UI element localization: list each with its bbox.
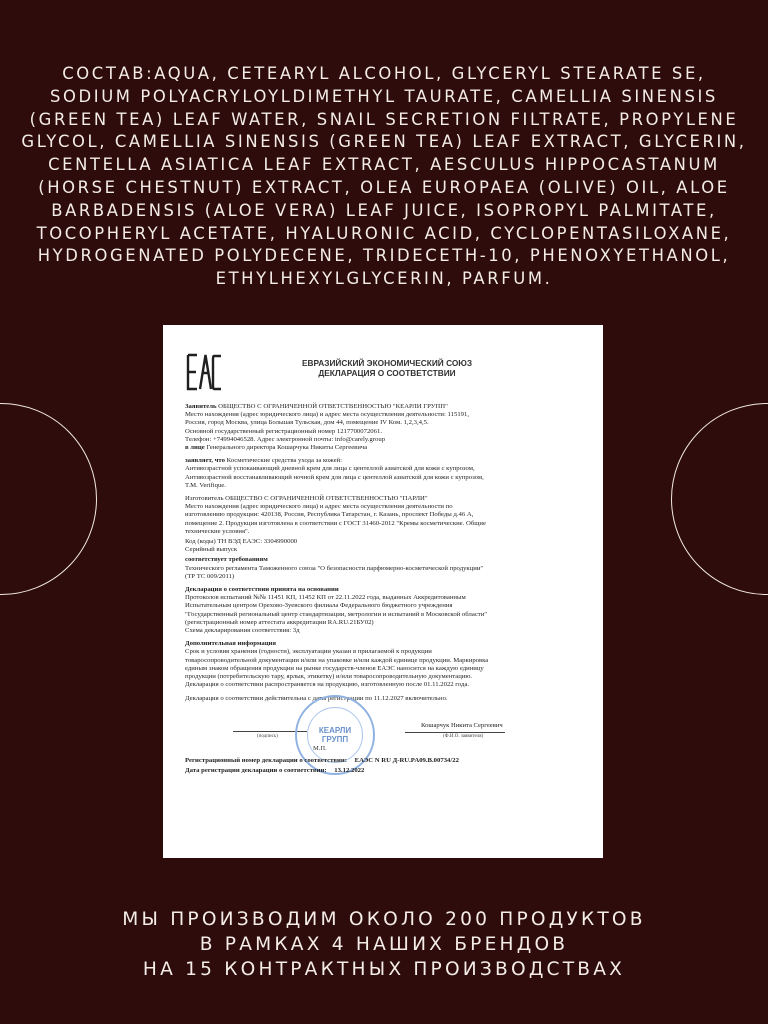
registration-number: ЕАЭС N RU Д-RU.PA09.B.00734/22 [354,756,459,764]
registration-date-label: Дата регистрации декларации о соответствии: [185,767,327,775]
production-line-1: МЫ ПРОИЗВОДИМ ОКОЛО 200 ПРОДУКТОВ [122,909,646,930]
applicant-representative-label: в лице [185,444,205,452]
registration-number-label: Регистрационный номер декларации о соответствии: [185,756,347,764]
product-brand: Т.М. Verifique. [185,481,226,489]
product-section [185,457,581,490]
production-line-2: В РАМКАХ 4 НАШИХ БРЕНДОВ [199,934,569,955]
certificate-header [185,351,581,393]
signer-caption: (Ф.И.О. заявителя) [443,733,484,739]
code-section [185,538,581,554]
manufacturer-standard: помещение 2. Продукция изготовлена в соответствии с ГОСТ 31460-2012 "Кремы косметические. Общие [185,519,486,527]
additional-info-line-3: единым знаком обращения продукции на рынке государств-членов ЕАЭС наносится на каждую единицу [185,664,484,672]
product-day-cream: Антивозрастной успокаивающий дневной крем для лица с центеллой азиатской для кожи с купрозом, [185,465,475,473]
applicant-contacts: Телефон: +74994046528. Адрес электронной почты: info@carely.group [185,435,386,443]
additional-info-line-4: продукции (потребительскую тару, ярлык, этикетку) и/или товаросопроводительную документацию. [185,673,473,681]
manufacturer-section [185,495,581,536]
decorative-left-circle [0,403,97,595]
production-info [20,907,748,982]
signer-line [405,732,505,733]
product-label: заявляет, что [185,457,225,465]
certificate-title [223,351,581,378]
declaration-title: ДЕКЛАРАЦИЯ О СООТВЕТСТВИИ [318,367,456,378]
validity-statement: Декларация о соответствии действительна с даты регистрации по 11.12.2027 включительно. [185,694,448,702]
applicant-section [185,403,581,452]
manufacturer-address-2: изготовлению продукции: 420138, Россия, Республика Татарстан, г. Казань, проспект Победы д.46 А, [185,511,474,519]
product-type: Косметические средства ухода за кожей: [226,457,342,465]
production-line-3: НА 15 КОНТРАКТНЫХ ПРОИЗВОДСТВАХ [142,959,626,980]
composition-text: СОСТАВ:AQUA, CETEARYL ALCOHOL, GLYCERYL STEARATE SE, SODIUM POLYACRYLOYLDIMETHYL TAURATE, CAMELLIA SINENSIS (GREEN TEA) LEAF WATER, SNAIL SECRETION FILTRATE, PROPYLENE GLYCOL, CAMELLIA SINENSIS (GREEN TEA) LEAF EXTRACT, GLYCERIN, CENTELLA ASIATICA LEAF EXTRACT, AESCULUS HIPPOCASTANUM (HORSE CHESTNUT) EXTRACT, OLEA EUROPAEA (OLIVE) OIL, ALOE BARBADENSIS (ALOE VERA) LEAF JUICE, ISOPROPYL PALMITATE, TOCOPHERYL ACETATE, HYALURONIC ACID, CYCLOPENTASILOXANE, HYDROGENATED POLYDECENE, TRIDECETH-10, PHENOXYETHANOL, ETHYLHEXYLGLYCERIN, PARFUM. [21,64,747,289]
union-title: ЕВРАЗИЙСКИЙ ЭКОНОМИЧЕСКИЙ СОЮЗ [301,358,473,368]
basis-label: Декларация о соответствии принята на основании [185,586,339,594]
applicant-address-1: Место нахождения (адрес юридического лица) и адрес места осуществления деятельности: 115191, [185,411,470,419]
basis-accreditation: (регистрационный номер аттестата аккредитации RA.RU.21БУ02) [185,618,374,626]
product-night-cream: Антивозрастной восстанавливающий ночной крем для лица с центеллой азиатской для кожи с купрозом, [185,473,484,481]
manufacturer-standard-end: технические условия". [185,527,250,535]
applicant-label: Заявитель [185,403,217,410]
serial-production: Серийный выпуск [185,546,238,554]
additional-info-label: Дополнительная информация [185,640,277,648]
applicant-registration: Основной государственный регистрационный номер 1217700072061. [185,427,383,435]
additional-info-section [185,640,581,689]
eac-logo-icon [185,351,223,393]
additional-info-line-2: товаросопроводительной документации и/или на упаковке и/или каждой единице продукции. Маркировка [185,656,489,664]
registration-date: 13.12.2022 [334,767,365,775]
basis-section [185,586,581,635]
basis-center: Испытательным центром Орехово-Зуевского филиала Федерального бюджетного учреждения [185,602,453,610]
registration-number-line [185,757,581,766]
basis-scheme: Схема декларирования соответствия: 3д [185,627,300,635]
basis-regional-center: "Государственный региональный центр стандартизации, метрологии и испытаний в Московской области" [185,610,488,618]
stamp-place-label: М.П. [313,744,327,752]
compliance-regulation: Технического регламента Таможенного союза "О безопасности парфюмерно-косметической продукции" [185,564,484,572]
compliance-regulation-code: (ТР ТС 009/2011) [185,572,235,580]
additional-info-line-1: Срок и условия хранения (годности), эксплуатации указан в прилагаемой к продукции [185,648,432,656]
applicant-address-2: Россия, город Москва, улица Большая Тульская, дом 44, помещение IV Ком. 1,2,3,4,5. [185,419,429,427]
basis-protocols: Протоколов испытаний №№ 11451 КП, 11452 КП от 22.11.2022 года, выданных Аккредитованным [185,594,466,602]
applicant-representative: Генерального директора Кошарчука Никиты Сергеевича [206,444,368,452]
customs-code: Код (коды) ТН ВЭД ЕАЭС: 3304990000 [185,538,298,546]
additional-info-line-5: Декларация о соответствии распространяется на продукцию, изготовленную после 01.11.2022 года. [185,681,470,689]
compliance-section [185,556,581,581]
signature-area [185,707,581,755]
manufacturer-name: Изготовитель ОБЩЕСТВО С ОГРАНИЧЕННОЙ ОТВЕТСТВЕННОСТЬЮ "ПАРЛИ" [185,495,428,503]
compliance-label: соответствует требованиям [185,556,268,564]
signature-caption: (подпись) [257,733,278,739]
conformity-declaration-certificate [163,325,603,858]
company-stamp-text: КЕАРЛИ ГРУПП [318,725,352,744]
registration-date-line [185,767,581,776]
applicant-name: ОБЩЕСТВО С ОГРАНИЧЕННОЙ ОТВЕТСТВЕННОСТЬЮ "КЕАРЛИ ГРУПП" [218,403,448,410]
manufacturer-address-1: Место нахождения (адрес юридического лица) и адрес места осуществления деятельности по [185,503,453,511]
signer-name: Кошарчук Никита Сергеевич [421,721,503,729]
decorative-right-circle [671,403,768,595]
company-stamp-inner [307,707,363,763]
